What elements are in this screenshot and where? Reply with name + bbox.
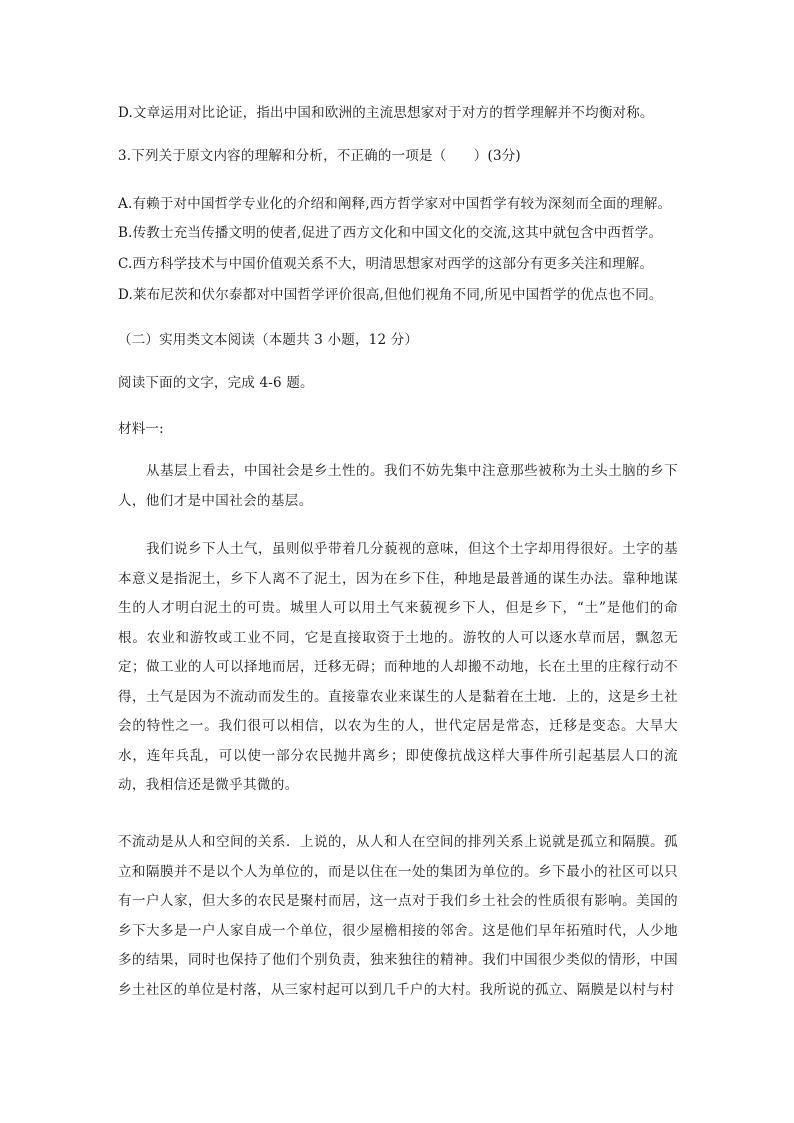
q3-option-d: D.莱布尼茨和伏尔泰都对中国哲学评价很高,但他们视角不同,所见中国哲学的优点也不同。 — [118, 287, 663, 303]
q3-option-a: A.有赖于对中国哲学专业化的介绍和阐释,西方哲学家对中国哲学有较为深刻而全面的理解。 — [118, 196, 672, 212]
q2-option-d: D.文章运用对比论证，指出中国和欧洲的主流思想家对于对方的哲学理解并不均衡对称。 — [118, 105, 654, 121]
passage-paragraph-1: 从基层上看去，中国社会是乡土性的。我们不妨先集中注意那些被称为土头土脑的乡下人，他们才是中国社会的基层。 — [118, 463, 678, 509]
passage-paragraph-3: 不流动是从人和空间的关系．上说的，从人和人在空间的排列关系上说就是孤立和隔膜。孤立和隔膜并不是以个人为单位的，而是以住在一处的集团为单位的。乡下最小的社区可以只有一户人家，但大多的农民是聚村而居，这一点对于我们乡土社会的性质很有影响。美国的乡下大多是一户人家自成一个单位，很少屋檐相接的邻舍。这是他们早年拓殖时代，人少地多的结果，同时也保持了他们个别负责，独来独往的精神。我们中国很少类似的情形，中国乡土社区的单位是村落，从三家村起可以到几千户的大村。我所说的孤立、隔膜是以村与村 — [118, 834, 678, 998]
passage-paragraph-2: 我们说乡下人土气，虽则似乎带着几分藐视的意味，但这个土字却用得很好。土字的基本意义是指泥土，乡下人离不了泥土，因为在乡下住，种地是最普通的谋生办法。靠种地谋生的人才明白泥土的可贵。城里人可以用土气来藐视乡下人，但是乡下，“土”是他们的命根。农业和游牧或工业不同，它是直接取资于土地的。游牧的人可以逐水草而居，飘忽无定；做工业的人可以择地而居，迁移无碍；而种地的人却搬不动地，长在土里的庄稼行动不得，土气是因为不流动而发生的。直接靠农业来谋生的人是黏着在土地．上的，这是乡土社会的特性之一。我们很可以相信，以农为生的人，世代定居是常态，迁移是变态。大旱大水，连年兵乱，可以使一部分农民抛井离乡；即使像抗战这样大事件所引起基层人口的流动，我相信还是微乎其微的。 — [118, 541, 678, 793]
material-label: 材料一: — [118, 421, 164, 437]
reading-instruction: 阅读下面的文字，完成 4-6 题。 — [118, 375, 314, 391]
q3-option-b: B.传教士充当传播文明的使者,促进了西方文化和中国文化的交流,这其中就包含中西哲学。 — [118, 225, 663, 241]
section-heading: （二）实用类文本阅读（本题共 3 小题，12 分） — [118, 332, 419, 348]
q3-stem: 3.下列关于原文内容的理解和分析，不正确的一项是（ ）(3分) — [118, 148, 521, 164]
q3-option-c: C.西方科学技术与中国价值观关系不大，明清思想家对西学的这部分有更多关注和理解。 — [118, 256, 654, 272]
